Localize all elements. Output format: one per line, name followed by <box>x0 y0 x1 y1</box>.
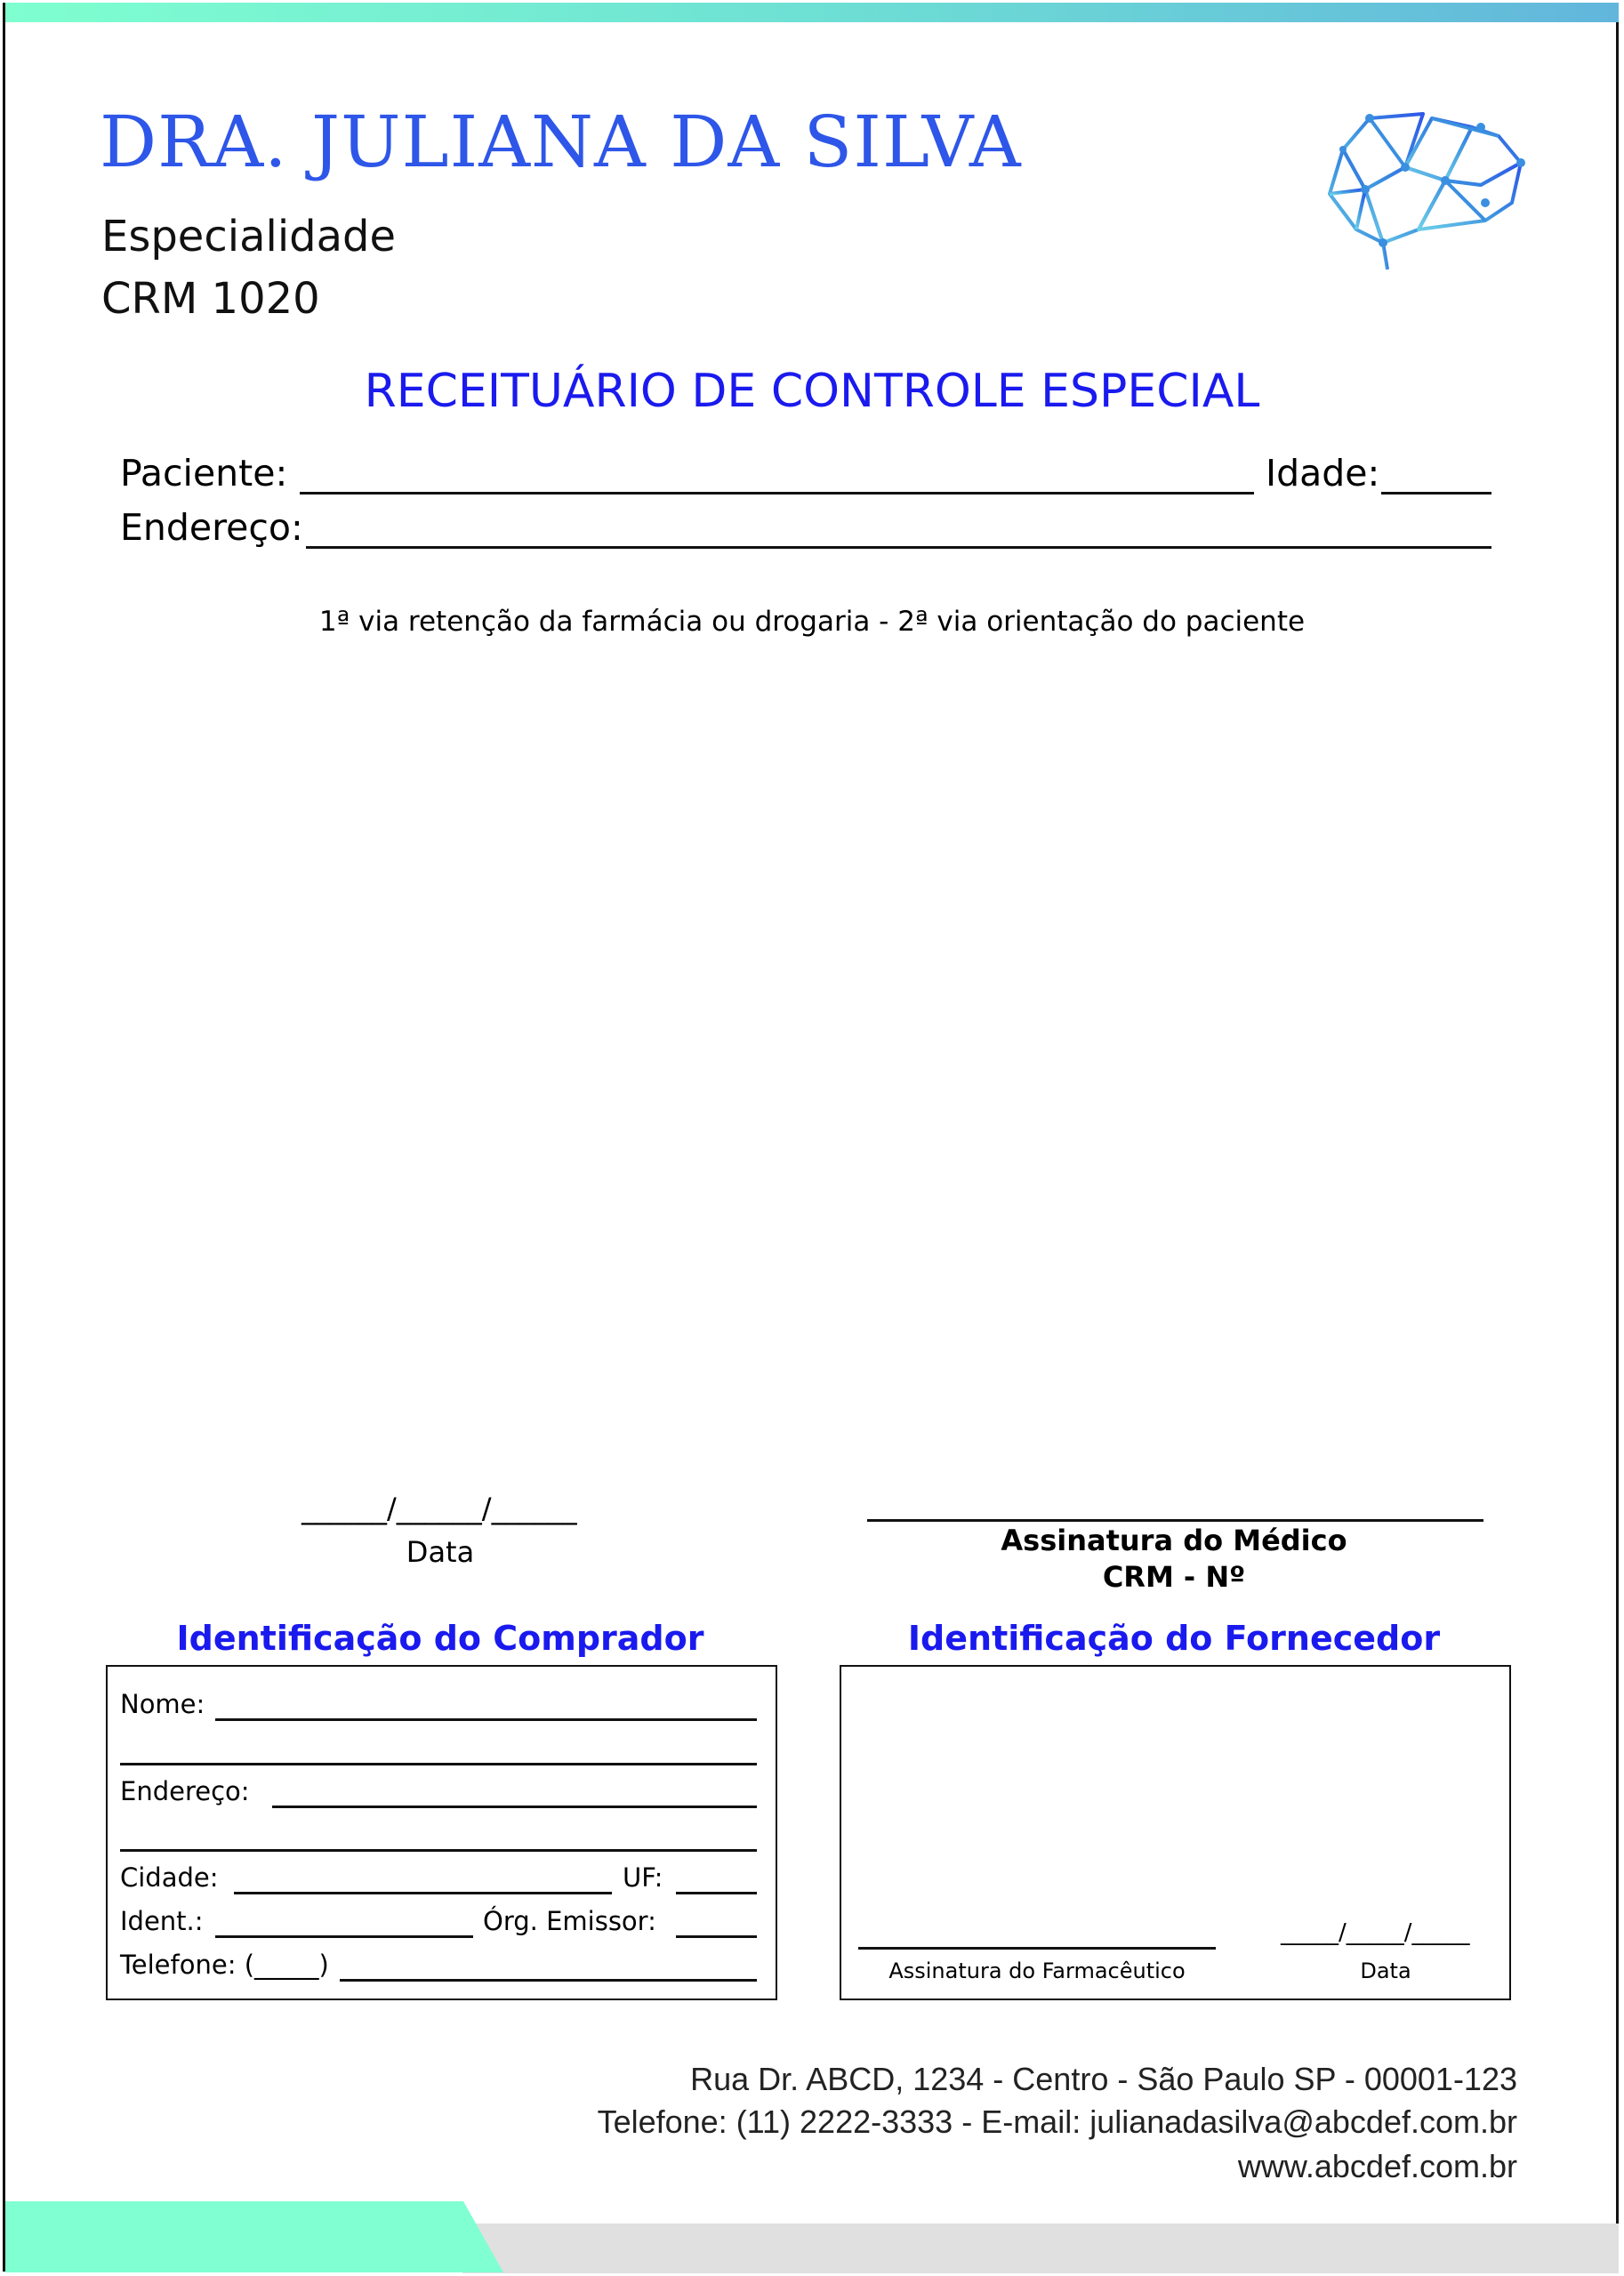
buyer-uf-label: UF: <box>623 1862 663 1893</box>
copy-note: 1ª via retenção da farmácia ou drogaria - 2ª via orientação do paciente <box>318 606 1306 638</box>
doctor-name: DRA. JULIANA DA SILVA <box>100 101 1022 183</box>
bottom-green-accent <box>5 2201 503 2272</box>
doctor-crm-label: CRM - Nº <box>1102 1560 1246 1594</box>
pharmacist-signature-label: Assinatura do Farmacêutico <box>888 1958 1186 1983</box>
buyer-name-field-2[interactable] <box>120 1736 757 1765</box>
top-accent-bar <box>5 3 1619 22</box>
buyer-ident-field[interactable] <box>215 1910 473 1938</box>
patient-name-field[interactable] <box>300 461 1254 495</box>
buyer-section-title: Identificação do Comprador <box>176 1619 704 1658</box>
buyer-phone-label: Telefone: (_____) <box>120 1950 329 1980</box>
footer-address: Rua Dr. ABCD, 1234 - Centro - São Paulo SP - 00001-123 <box>690 2061 1517 2097</box>
supplier-date-label: Data <box>1360 1958 1411 1983</box>
buyer-address-field[interactable] <box>272 1781 757 1808</box>
doctor-signature-label: Assinatura do Médico <box>1001 1524 1347 1557</box>
age-field[interactable] <box>1381 461 1491 495</box>
supplier-box <box>840 1665 1511 2000</box>
buyer-address-label: Endereço: <box>120 1776 250 1806</box>
buyer-uf-field[interactable] <box>676 1867 757 1894</box>
date-blank[interactable]: ______/______/______ <box>301 1492 577 1525</box>
buyer-org-label: Órg. Emissor: <box>483 1906 656 1936</box>
buyer-city-field[interactable] <box>234 1867 612 1894</box>
buyer-ident-label: Ident.: <box>120 1906 204 1936</box>
supplier-section-title: Identificação do Fornecedor <box>907 1619 1441 1658</box>
pharmacist-signature-line[interactable] <box>858 1922 1216 1950</box>
footer-website: www.abcdef.com.br <box>1237 2148 1517 2184</box>
document-title: RECEITUÁRIO DE CONTROLE ESPECIAL <box>364 365 1260 418</box>
bottom-gray-band <box>462 2224 1619 2273</box>
address-label: Endereço: <box>120 506 303 549</box>
crm-number: CRM 1020 <box>101 274 320 324</box>
patient-address-field[interactable] <box>306 515 1491 549</box>
buyer-name-field[interactable] <box>215 1693 757 1721</box>
age-label: Idade: <box>1266 452 1380 495</box>
date-label: Data <box>406 1535 475 1569</box>
buyer-address-field-2[interactable] <box>120 1822 757 1852</box>
buyer-phone-field[interactable] <box>340 1954 757 1982</box>
specialty: Especialidade <box>101 212 397 261</box>
supplier-date-blank[interactable]: _____/_____/_____ <box>1281 1919 1470 1946</box>
doctor-signature-line[interactable] <box>867 1491 1483 1522</box>
buyer-org-field[interactable] <box>676 1910 757 1938</box>
buyer-name-label: Nome: <box>120 1689 205 1719</box>
buyer-city-label: Cidade: <box>120 1862 219 1893</box>
footer-contact: Telefone: (11) 2222-3333 - E-mail: julianadasilva@abcdef.com.br <box>597 2103 1517 2140</box>
brain-network-icon <box>1321 105 1525 278</box>
patient-label: Paciente: <box>120 452 288 495</box>
